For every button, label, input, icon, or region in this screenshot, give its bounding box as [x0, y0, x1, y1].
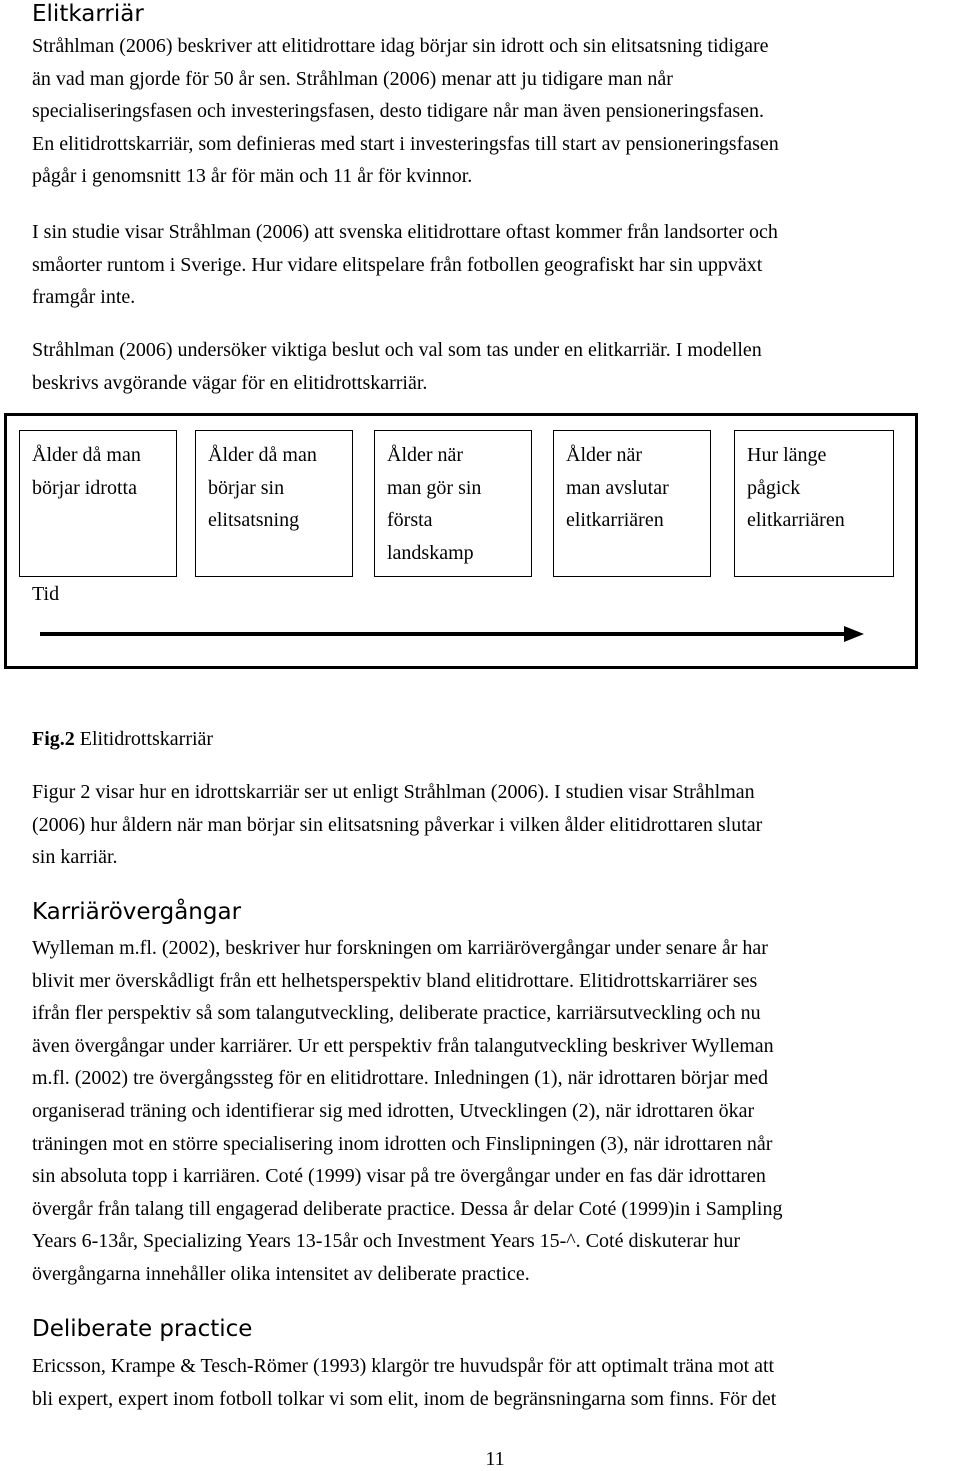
section-heading-elitkarriar: Elitkarriär: [32, 1, 144, 27]
text-line: m.fl. (2002) tre övergångssteg för en elitidrottare. Inledningen (1), när idrottaren börjar med: [32, 1067, 769, 1090]
stage-text: Ålder då man: [208, 444, 317, 466]
stage-box-career-end-age: [553, 430, 711, 577]
text-line: En elitidrottskarriär, som definieras med start i investeringsfas till start av pensioneringsfasen: [32, 132, 779, 155]
text-line: Years 6-13år, Specializing Years 13-15år och Investment Years 15-^. Coté diskuterar hur: [32, 1230, 741, 1253]
stage-text: elitsatsning: [208, 509, 300, 532]
text-line: I sin studie visar Stråhlman (2006) att svenska elitidrottare oftast kommer från landsorter och: [32, 221, 778, 243]
section-heading-karriarovergangar: Karriärövergångar: [32, 899, 242, 925]
figure-caption: [32, 725, 213, 753]
section-heading-deliberate-practice: Deliberate practice: [32, 1316, 253, 1342]
stage-text: Ålder när: [387, 444, 464, 466]
text-line: blivit mer överskådligt från ett helhetsperspektiv bland elitidrottare. Elitidrottskarriärer ses: [32, 969, 758, 992]
text-line: ifrån fler perspektiv så som talangutveckling, deliberate practice, karriärsutveckling och nu: [32, 1002, 761, 1025]
text-line: beskrivs avgörande vägar för en elitidrottskarriär.: [32, 371, 428, 394]
text-line: organiserad träning och identifierar sig med idrotten, Utvecklingen (2), när idrottaren ökar: [32, 1099, 755, 1122]
stage-text: elitkarriären: [747, 509, 845, 532]
timeline-arrow: [40, 624, 868, 644]
paragraph-elitkarriar-3: [32, 334, 952, 399]
stage-box-first-cap-age: [374, 430, 532, 577]
stage-text: man gör sin: [387, 476, 482, 499]
figure-caption-text: Elitidrottskarriär: [74, 728, 214, 750]
paragraph-elitkarriar-1: [32, 30, 952, 193]
text-line: pågår i genomsnitt 13 år för män och 11 år för kvinnor.: [32, 165, 473, 188]
paragraph-karriarovergangar: [32, 932, 952, 1291]
text-line: sin absoluta topp i karriären. Coté (1999) visar på tre övergångar under en fas där idrottaren: [32, 1165, 766, 1188]
text-line: övergår från talang till engagerad deliberate practice. Dessa år delar Coté (1999)in i Sampling: [32, 1197, 783, 1220]
stage-text: börjar sin: [208, 476, 285, 499]
paragraph-elitkarriar-2: [32, 216, 952, 314]
stage-text: första: [387, 509, 433, 532]
stage-text: Ålder när: [566, 444, 643, 466]
text-line: bli expert, expert inom fotboll tolkar vi som elit, inom de begränsningarna som finns. För det: [32, 1387, 777, 1410]
stage-text: börjar idrotta: [32, 476, 137, 499]
stage-box-elite-start-age: [195, 430, 353, 577]
paragraph-deliberate-practice: [32, 1350, 952, 1415]
text-line: sin karriär.: [32, 846, 118, 869]
stage-box-career-length: [734, 430, 894, 577]
text-line: Ericsson, Krampe & Tesch-Römer (1993) klargör tre huvudspår för att optimalt träna mot att: [32, 1355, 775, 1377]
stage-text: Hur länge: [747, 444, 827, 466]
text-line: Stråhlman (2006) beskriver att elitidrottare idag börjar sin idrott och sin elitsatsning tidigare: [32, 35, 769, 57]
text-line: småorter runtom i Sverige. Hur vidare elitspelare från fotbollen geografiskt har sin uppväxt: [32, 253, 763, 276]
text-line: (2006) hur åldern när man börjar sin elitsatsning påverkar i vilken ålder elitidrottaren slutar: [32, 813, 763, 836]
text-line: även övergångar under karriärer. Ur ett perspektiv från talangutveckling beskriver Wylleman: [32, 1034, 774, 1057]
text-line: framgår inte.: [32, 286, 136, 309]
stage-text: man avslutar: [566, 476, 669, 499]
stage-text: elitkarriären: [566, 509, 664, 532]
stage-text: landskamp: [387, 541, 474, 564]
text-line: specialiseringsfasen och investeringsfasen, desto tidigare når man även pensioneringsfasen.: [32, 100, 764, 123]
time-axis-label: Tid: [32, 583, 60, 605]
text-line: Figur 2 visar hur en idrottskarriär ser ut enligt Stråhlman (2006). I studien visar Stråhlman: [32, 781, 755, 803]
stage-text: Ålder då man: [32, 444, 141, 466]
page-number: 11: [485, 1448, 505, 1470]
stage-text: pågick: [747, 476, 801, 499]
text-line: övergångarna innehåller olika intensitet av deliberate practice.: [32, 1262, 530, 1285]
paragraph-figure-description: [32, 776, 952, 874]
stage-box-start-age: [19, 430, 177, 577]
figure-caption-label: Fig.2: [32, 728, 75, 750]
text-line: träningen mot en större specialisering inom idrotten och Finslipningen (3), när idrottaren når: [32, 1132, 773, 1155]
text-line: Wylleman m.fl. (2002), beskriver hur forskningen om karriärövergångar under senare år har: [32, 937, 768, 959]
text-line: Stråhlman (2006) undersöker viktiga beslut och val som tas under en elitkarriär. I modellen: [32, 339, 762, 361]
text-line: än vad man gjorde för 50 år sen. Stråhlman (2006) menar att ju tidigare man når: [32, 67, 673, 90]
timeline-arrow-head: [844, 626, 864, 642]
